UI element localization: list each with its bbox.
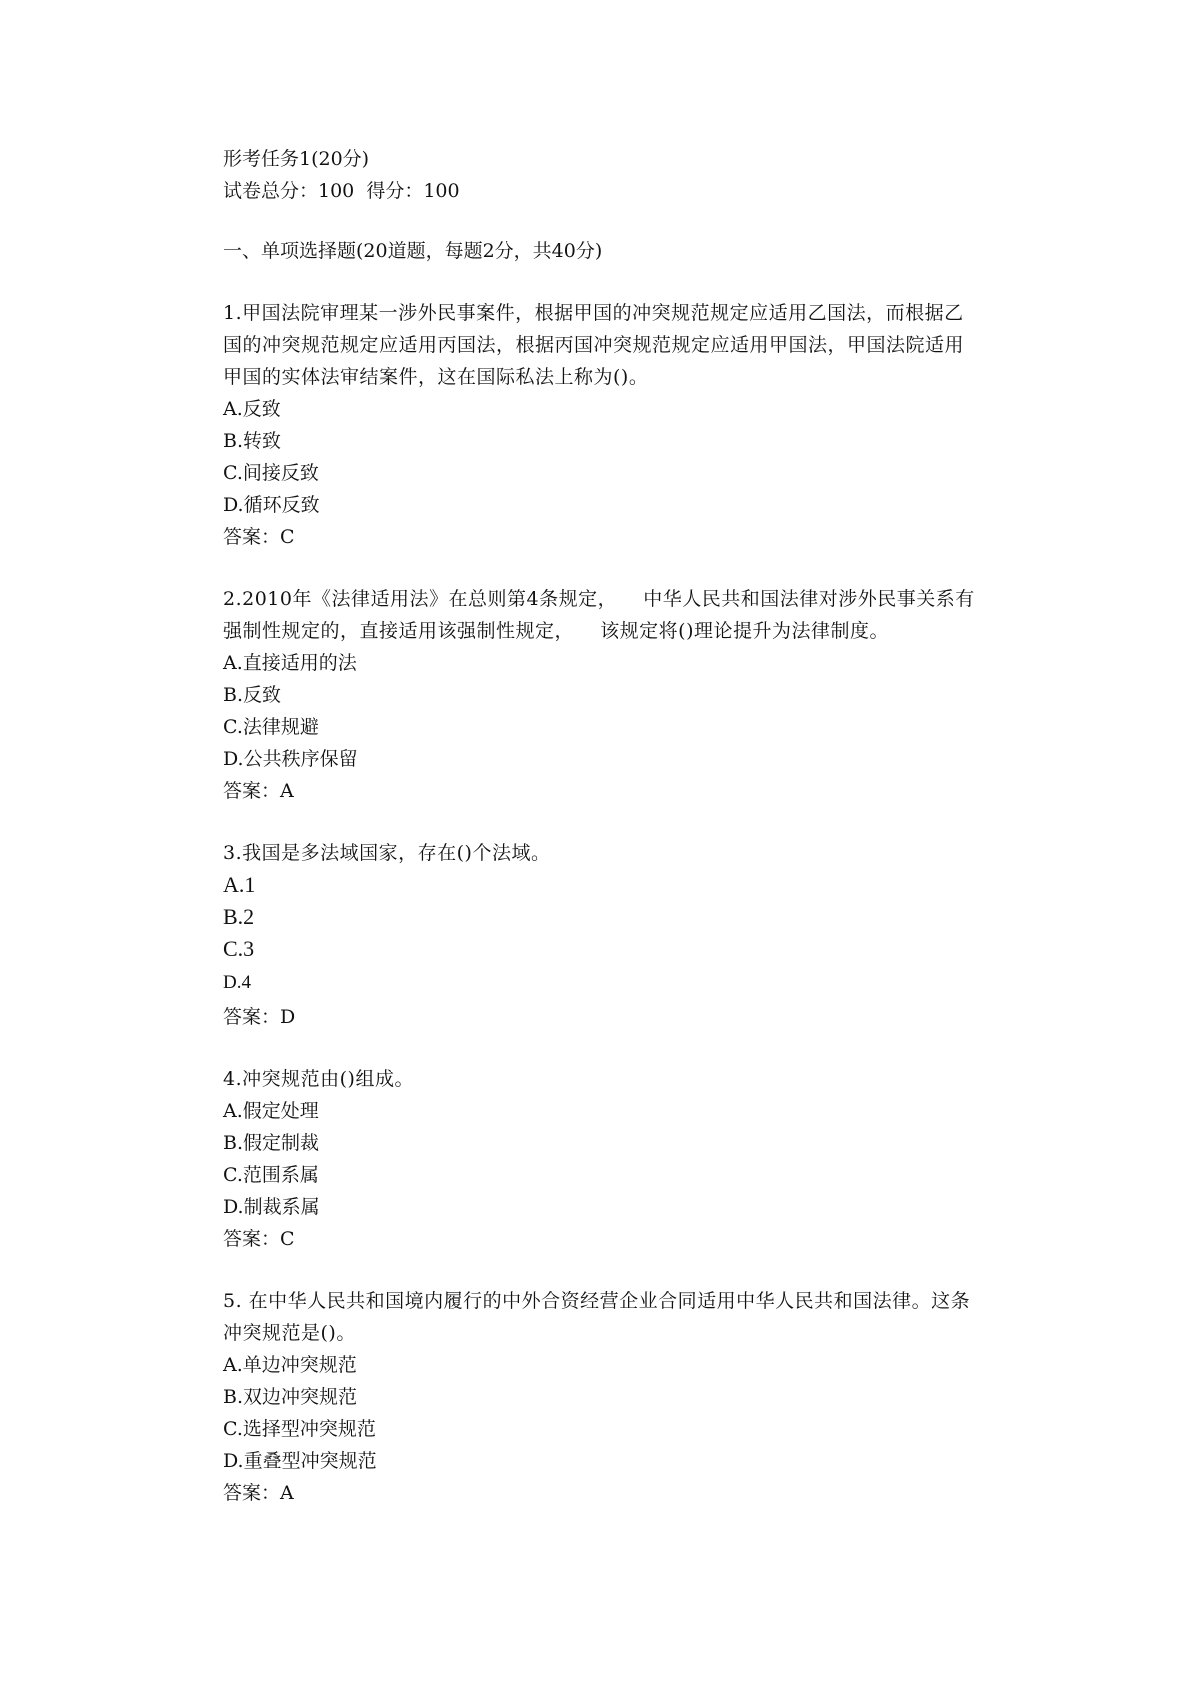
- option-b: B.反致: [223, 684, 282, 706]
- question-text: 1.甲国法院审理某一涉外民事案件，根据甲国的冲突规范规定应适用乙国法，而根据乙国的冲突规范规定应适用丙国法，根据丙国冲突规范规定应适用甲国法，甲国法院适用甲国的实体法审结案件，这在国际私法上称为()。: [223, 302, 965, 388]
- option-c: C.3: [223, 936, 255, 961]
- option-list: [223, 1349, 983, 1477]
- option-d: D.循环反致: [223, 494, 320, 516]
- answer-line: 答案：C: [223, 1228, 295, 1250]
- answer-line: 答案：D: [223, 1006, 296, 1028]
- option-d: D.4: [223, 972, 251, 993]
- option-c: C.法律规避: [223, 716, 319, 738]
- option-list: [223, 1095, 983, 1223]
- question-text: 4.冲突规范由()组成。: [223, 1068, 414, 1090]
- question-text: 3.我国是多法域国家，存在()个法域。: [223, 842, 551, 864]
- option-c: C.范围系属: [223, 1164, 319, 1186]
- question-5: [223, 1285, 983, 1509]
- option-d: D.制裁系属: [223, 1196, 320, 1218]
- option-list: [223, 869, 983, 1001]
- answer-line: 答案：A: [223, 1482, 294, 1504]
- document-page: [223, 143, 983, 1509]
- option-a: A.直接适用的法: [223, 652, 357, 674]
- option-d: D.公共秩序保留: [223, 748, 358, 770]
- option-c: C.间接反致: [223, 462, 319, 484]
- option-a: A.1: [223, 872, 256, 897]
- option-b: B.2: [223, 904, 255, 929]
- score-line: 试卷总分：100 得分：100: [223, 180, 460, 202]
- option-list: [223, 393, 983, 521]
- question-1: [223, 297, 983, 553]
- question-3: [223, 837, 983, 1033]
- option-b: B.转致: [223, 430, 282, 452]
- option-d: D.重叠型冲突规范: [223, 1450, 377, 1472]
- page-title: 形考任务1(20分): [223, 148, 370, 170]
- answer-line: 答案：C: [223, 526, 295, 548]
- option-a: A.反致: [223, 398, 281, 420]
- question-2: [223, 583, 983, 807]
- option-c: C.选择型冲突规范: [223, 1418, 376, 1440]
- option-a: A.单边冲突规范: [223, 1354, 357, 1376]
- option-b: B.双边冲突规范: [223, 1386, 358, 1408]
- option-a: A.假定处理: [223, 1100, 319, 1122]
- question-text: 2.2010年《法律适用法》在总则第4条规定， 中华人民共和国法律对涉外民事关系有强制性规定的，直接适用该强制性规定， 该规定将()理论提升为法律制度。: [223, 588, 975, 642]
- question-4: [223, 1063, 983, 1255]
- answer-line: 答案：A: [223, 780, 294, 802]
- question-text: 5. 在中华人民共和国境内履行的中外合资经营企业合同适用中华人民共和国法律。这条冲突规范是()。: [223, 1290, 971, 1344]
- option-b: B.假定制裁: [223, 1132, 320, 1154]
- section-title: 一、单项选择题(20道题，每题2分，共40分): [223, 240, 603, 262]
- option-list: [223, 647, 983, 775]
